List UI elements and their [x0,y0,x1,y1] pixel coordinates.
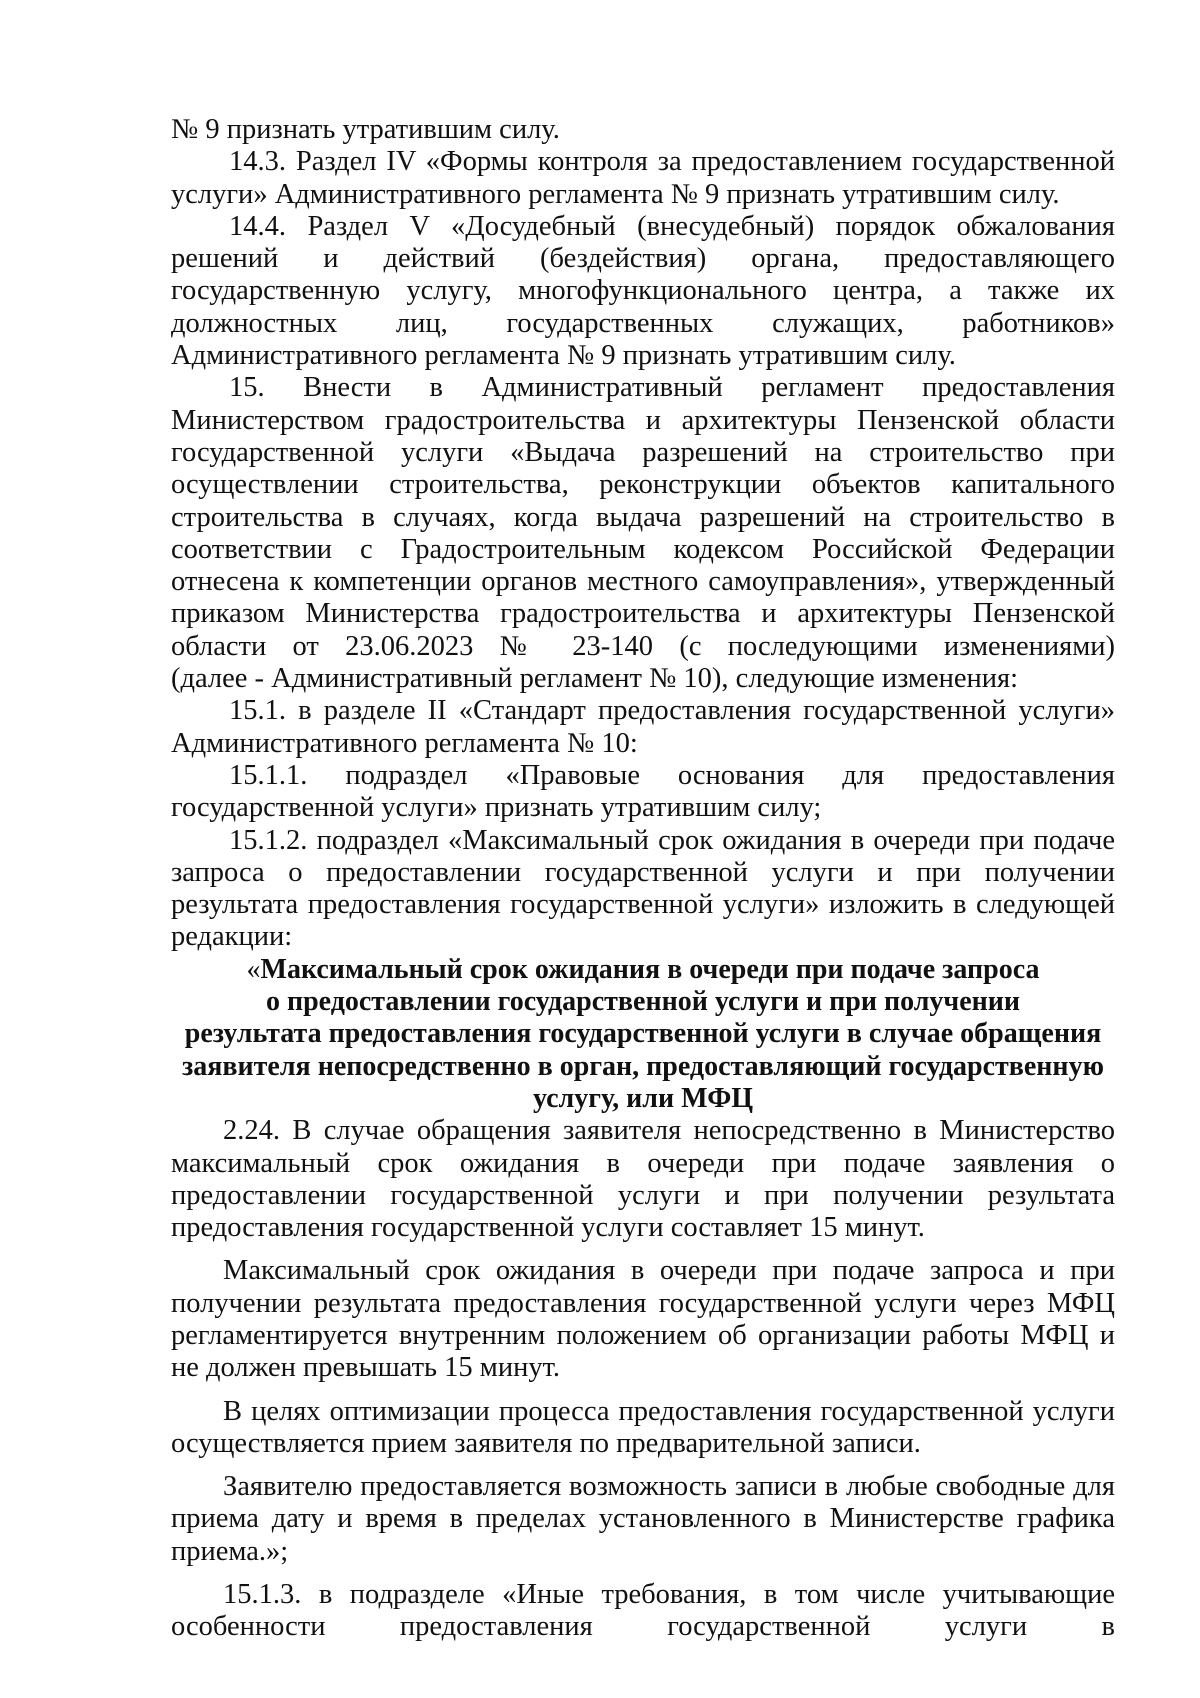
paragraph-2-24: 2.24. В случае обращения заявителя непосредственно в Министерство максимальный срок ожидания в очереди при подаче заявления о предоставлении государственной услуги и при получении результата предоставления государственной услуги составляет 15 минут. [171,1115,1115,1244]
paragraph-15: 15. Внести в Административный регламент предоставления Министерством градостроительства и архитектуры Пензенской области государственной услуги «Выдача разрешений на строительство при осуществлении строительства, реконструкции объектов капитального строительства в случаях, когда выдача разрешений на строительство в соответствии с Градостроительным кодексом Российской Федерации отнесена к компетенции органов местного самоуправления», утвержденный приказом Министерства градостроительства и архитектуры Пензенской области от 23.06.2023 № 23-140 (с последующими изменениями) [171,372,1115,662]
heading-line-5: услугу, или МФЦ [532,1082,754,1114]
heading-open-quote: « [246,953,261,985]
paragraph-15-1-1: 15.1.1. подраздел «Правовые основания для предоставления государственной услуги» признать утратившим силу; [171,759,1115,824]
section-heading [171,954,1115,1115]
paragraph-continuation: № 9 признать утратившим силу. [171,114,560,145]
heading-line-1-text: Максимальный срок ожидания в очереди при подаче запроса [260,953,1040,985]
heading-line-3: результата предоставления государственной услуги в случае обращения [184,1018,1102,1050]
heading-line-2: о предоставлении государственной услуги и при получении [265,986,1021,1018]
paragraph-15-1-3: 15.1.3. в подразделе «Иные требования, в том числе учитывающие особенности предоставления государственной услуги в [171,1579,1115,1643]
paragraph-15-tail: (далее - Административный регламент № 10), следующие изменения: [171,663,1019,695]
document-page [171,114,1115,1644]
heading-line-1 [171,954,1115,986]
paragraph-prerecord: В целях оптимизации процесса предоставления государственной услуги осуществляется прием заявителя по предварительной записи. [171,1395,1115,1459]
paragraph-14-3: 14.3. Раздел IV «Формы контроля за предоставлением государственной услуги» Административного регламента № 9 признать утратившим силу. [171,146,1115,210]
paragraph-15-1: 15.1. в разделе II «Стандарт предоставления государственной услуги» Административного регламента № 10: [171,695,1115,759]
heading-line-4: заявителя непосредственно в орган, предоставляющий государственную [182,1050,1104,1082]
paragraph-mfc-wait: Максимальный срок ожидания в очереди при подаче запроса и при получении результата предоставления государственной услуги через МФЦ регламентируется внутренним положением об организации работы МФЦ и не должен превышать 15 минут. [171,1255,1115,1384]
paragraph-15-1-2: 15.1.2. подраздел «Максимальный срок ожидания в очереди при подаче запроса о предоставлении государственной услуги и при получении результата предоставления государственной услуги» изложить в следующей редакции: [171,824,1115,953]
paragraph-appointment: Заявителю предоставляется возможность записи в любые свободные для приема дату и время в пределах установленного в Министерстве графика приема.»; [171,1471,1115,1567]
paragraph-14-4: 14.4. Раздел V «Досудебный (внесудебный) порядок обжалования решений и действий (бездействия) органа, предоставляющего государственную услугу, многофункционального центра, а также их должностных лиц, государственных служащих, работников» Административного регламента № 9 признать утратившим силу. [171,210,1115,372]
